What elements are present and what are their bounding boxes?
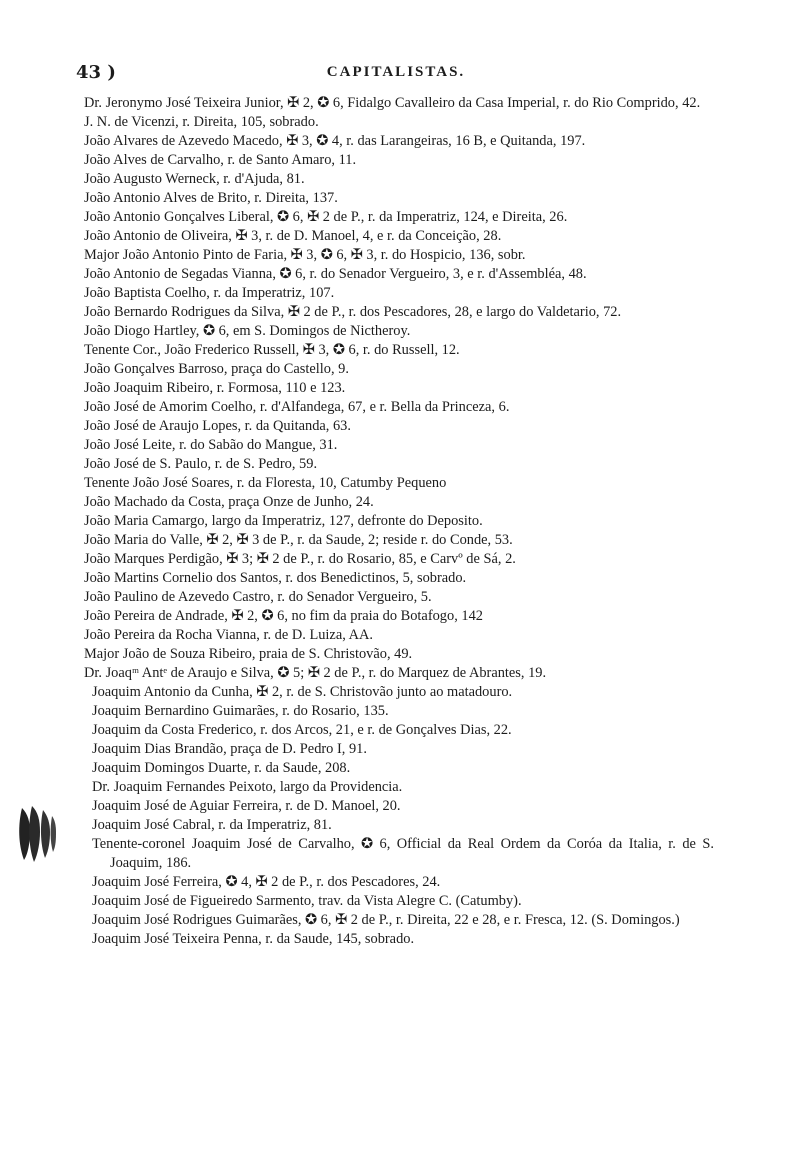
- entry: João José Leite, r. do Sabão do Mangue, 31.: [84, 437, 338, 453]
- entry: J. N. de Vicenzi, r. Direita, 105, sobrado.: [84, 114, 319, 130]
- entry: João José de Araujo Lopes, r. da Quitanda, 63.: [84, 418, 351, 434]
- entry-list: [84, 94, 714, 949]
- entry: João Antonio Gonçalves Liberal, ✪ 6, ✠ 2 de P., r. da Imperatriz, 124, e Direita, 26.: [84, 209, 568, 225]
- entry: João Maria Camargo, largo da Imperatriz, 127, defronte do Deposito.: [84, 513, 483, 529]
- entry: João Antonio de Oliveira, ✠ 3, r. de D. Manoel, 4, e r. da Conceição, 28.: [84, 228, 502, 244]
- entry: Joaquim Dias Brandão, praça de D. Pedro I, 91.: [92, 741, 367, 757]
- entry: Tenente-coronel Joaquim José de Carvalho, ✪ 6, Official da Real Ordem da Coróa da Italia, r. de S. Joaquim, 186.: [92, 836, 714, 871]
- entry: João Joaquim Ribeiro, r. Formosa, 110 e 123.: [84, 380, 346, 396]
- entry: João Antonio Alves de Brito, r. Direita, 137.: [84, 190, 338, 206]
- page-header: [76, 62, 716, 90]
- entry: Major João de Souza Ribeiro, praia de S. Christovão, 49.: [84, 646, 413, 662]
- entry: João Gonçalves Barroso, praça do Castello, 9.: [84, 361, 349, 377]
- entry: João Machado da Costa, praça Onze de Junho, 24.: [84, 494, 374, 510]
- entry: João Marques Perdigão, ✠ 3; ✠ 2 de P., r. do Rosario, 85, e Carvº de Sá, 2.: [84, 551, 516, 567]
- entry: João Bernardo Rodrigues da Silva, ✠ 2 de P., r. dos Pescadores, 28, e largo do Valdetario, 72.: [84, 304, 622, 320]
- entry: João Martins Cornelio dos Santos, r. dos Benedictinos, 5, sobrado.: [84, 570, 467, 586]
- entry: Joaquim Antonio da Cunha, ✠ 2, r. de S. Christovão junto ao matadouro.: [92, 684, 513, 700]
- entry: Dr. Jeronymo José Teixeira Junior, ✠ 2, ✪ 6, Fidalgo Cavalleiro da Casa Imperial, r. do Rio Comprido, 42.: [84, 95, 701, 111]
- entry: Major João Antonio Pinto de Faria, ✠ 3, ✪ 6, ✠ 3, r. do Hospicio, 136, sobr.: [84, 247, 526, 263]
- entry: João Baptista Coelho, r. da Imperatriz, 107.: [84, 285, 335, 301]
- entry: Dr. Joaquim Fernandes Peixoto, largo da Providencia.: [92, 779, 403, 795]
- entry: João Alves de Carvalho, r. de Santo Amaro, 11.: [84, 152, 357, 168]
- entry: João José de Amorim Coelho, r. d'Alfandega, 67, e r. Bella da Princeza, 6.: [84, 399, 510, 415]
- entry: João José de S. Paulo, r. de S. Pedro, 59.: [84, 456, 318, 472]
- entry: Tenente Cor., João Frederico Russell, ✠ 3, ✪ 6, r. do Russell, 12.: [84, 342, 460, 358]
- entry: Joaquim José de Figueiredo Sarmento, trav. da Vista Alegre C. (Catumby).: [92, 893, 522, 909]
- entry: Tenente João José Soares, r. da Floresta, 10, Catumby Pequeno: [84, 475, 447, 491]
- entry: Joaquim José Rodrigues Guimarães, ✪ 6, ✠ 2 de P., r. Direita, 22 e 28, e r. Fresca, 12. (S. Domingos.): [92, 912, 680, 928]
- entry: Joaquim José Cabral, r. da Imperatriz, 81.: [92, 817, 332, 833]
- entry: Dr. Joaqᵐ Antᵉ de Araujo e Silva, ✪ 5; ✠ 2 de P., r. do Marquez de Abrantes, 19.: [84, 665, 547, 681]
- entry: Joaquim da Costa Frederico, r. dos Arcos, 21, e r. de Gonçalves Dias, 22.: [92, 722, 512, 738]
- entry: João Antonio de Segadas Vianna, ✪ 6, r. do Senador Vergueiro, 3, e r. d'Assembléa, 48.: [84, 266, 587, 282]
- entry: Joaquim Bernardino Guimarães, r. do Rosario, 135.: [92, 703, 389, 719]
- entry: Joaquim Domingos Duarte, r. da Saude, 208.: [92, 760, 351, 776]
- entry: João Pereira da Rocha Vianna, r. de D. Luiza, AA.: [84, 627, 373, 643]
- margin-ornament-icon: [16, 802, 58, 866]
- entry: Joaquim José Ferreira, ✪ 4, ✠ 2 de P., r. dos Pescadores, 24.: [92, 874, 441, 890]
- entry: João Diogo Hartley, ✪ 6, em S. Domingos de Nictheroy.: [84, 323, 411, 339]
- entry: Joaquim José de Aguiar Ferreira, r. de D. Manoel, 20.: [92, 798, 401, 814]
- entry: João Augusto Werneck, r. d'Ajuda, 81.: [84, 171, 305, 187]
- page-number: 43 ): [76, 62, 116, 83]
- entry: João Pereira de Andrade, ✠ 2, ✪ 6, no fim da praia do Botafogo, 142: [84, 608, 483, 624]
- entry: João Alvares de Azevedo Macedo, ✠ 3, ✪ 4, r. das Larangeiras, 16 B, e Quitanda, 197.: [84, 133, 586, 149]
- entry: Joaquim José Teixeira Penna, r. da Saude, 145, sobrado.: [92, 931, 415, 947]
- entry: João Paulino de Azevedo Castro, r. do Senador Vergueiro, 5.: [84, 589, 432, 605]
- running-head: CAPITALISTAS.: [326, 64, 466, 80]
- entry: João Maria do Valle, ✠ 2, ✠ 3 de P., r. da Saude, 2; reside r. do Conde, 53.: [84, 532, 513, 548]
